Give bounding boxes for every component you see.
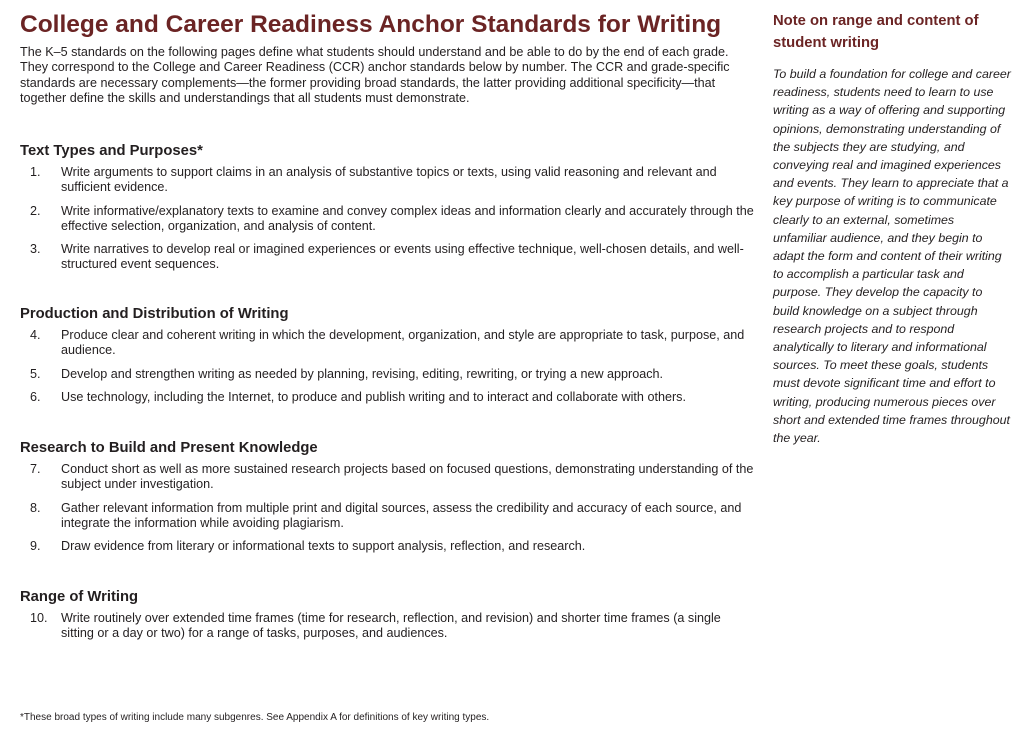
standard-item bbox=[20, 242, 755, 273]
standard-number: 1. bbox=[30, 165, 41, 179]
standard-text: Use technology, including the Internet, to produce and publish writing and to interact and collaborate with others. bbox=[61, 389, 686, 404]
standard-number: 2. bbox=[30, 203, 41, 218]
standard-number: 10. bbox=[30, 611, 48, 625]
section-heading: Production and Distribution of Writing bbox=[20, 306, 289, 322]
footnote: *These broad types of writing include many subgenres. See Appendix A for definitions of key writing types. bbox=[20, 712, 490, 723]
standard-number: 6. bbox=[30, 389, 41, 404]
section-text-types bbox=[20, 142, 755, 281]
standard-item bbox=[20, 367, 755, 382]
standard-item bbox=[20, 501, 755, 532]
standard-text: Write informative/explanatory texts to examine and convey complex ideas and information clearly and accurately through the effective selection, organization, and analysis of content. bbox=[61, 203, 754, 233]
standard-item bbox=[20, 462, 755, 493]
standard-text: Gather relevant information from multiple print and digital sources, assess the credibility and accuracy of each source, and integrate the information while avoiding plagiarism. bbox=[61, 500, 742, 530]
standard-number: 4. bbox=[30, 328, 41, 342]
note-sidebar bbox=[773, 10, 1011, 447]
standard-text: Write narratives to develop real or imagined experiences or events using effective technique, well-chosen details, and well-structured event sequences. bbox=[61, 242, 744, 272]
standard-text: Produce clear and coherent writing in which the development, organization, and style are appropriate to task, purpose, and audience. bbox=[61, 328, 745, 358]
standard-item bbox=[20, 611, 755, 642]
standard-item bbox=[20, 539, 755, 554]
standard-text: Write routinely over extended time frames (time for research, reflection, and revision) and shorter time frames (a single sitting or a day or two) for a range of tasks, purposes, and audiences. bbox=[61, 611, 721, 641]
standard-number: 5. bbox=[30, 366, 41, 381]
section-heading: Text Types and Purposes* bbox=[20, 143, 203, 159]
note-body: To build a foundation for college and career readiness, students need to learn to use writing as a way of offering and supporting opinions, demonstrating understanding of the subjects they are studying, and conveying real and imagined experiences and events. They learn to appreciate that a key purpose of writing is to communicate clearly to an external, sometimes unfamiliar audience, and they begin to adapt the form and content of their writing to accomplish a particular task and purpose. They develop the capacity to build knowledge on a subject through research projects and to respond analytically to literary and informational sources. To meet these goals, students must devote significant time and effort to writing, producing numerous pieces over short and extended time frames throughout the year. bbox=[773, 67, 1011, 446]
page-title: College and Career Readiness Anchor Standards for Writing bbox=[20, 11, 722, 38]
section-range-of-writing bbox=[20, 588, 755, 650]
standard-number: 7. bbox=[30, 462, 41, 476]
standard-item bbox=[20, 165, 755, 196]
intro-paragraph: The K–5 standards on the following pages define what students should understand and be able to do by the end of each grade. They correspond to the College and Career Readiness (CCR) anchor standards below by number. The CCR and grade-specific standards are necessary complements—the former providing broad standards, the latter providing additional specificity—that together define the skills and understandings that all students must demonstrate. bbox=[20, 45, 730, 105]
section-heading: Research to Build and Present Knowledge bbox=[20, 440, 318, 456]
standard-number: 9. bbox=[30, 539, 41, 554]
standard-text: Develop and strengthen writing as needed by planning, revising, editing, rewriting, or trying a new approach. bbox=[61, 366, 664, 381]
section-heading: Range of Writing bbox=[20, 589, 139, 605]
section-production-distribution bbox=[20, 305, 755, 413]
main-column bbox=[20, 10, 755, 106]
standard-item bbox=[20, 204, 755, 235]
standard-number: 8. bbox=[30, 500, 41, 515]
section-research bbox=[20, 439, 755, 562]
standard-text: Draw evidence from literary or informational texts to support analysis, reflection, and research. bbox=[61, 539, 586, 554]
standard-item bbox=[20, 390, 755, 405]
standard-text: Write arguments to support claims in an analysis of substantive topics or texts, using valid reasoning and relevant and sufficient evidence. bbox=[61, 165, 717, 195]
standard-number: 3. bbox=[30, 242, 41, 257]
standard-text: Conduct short as well as more sustained research projects based on focused questions, demonstrating understanding of the subject under investigation. bbox=[61, 462, 754, 492]
note-title: Note on range and content of student writing bbox=[773, 13, 979, 51]
standard-item bbox=[20, 328, 755, 359]
